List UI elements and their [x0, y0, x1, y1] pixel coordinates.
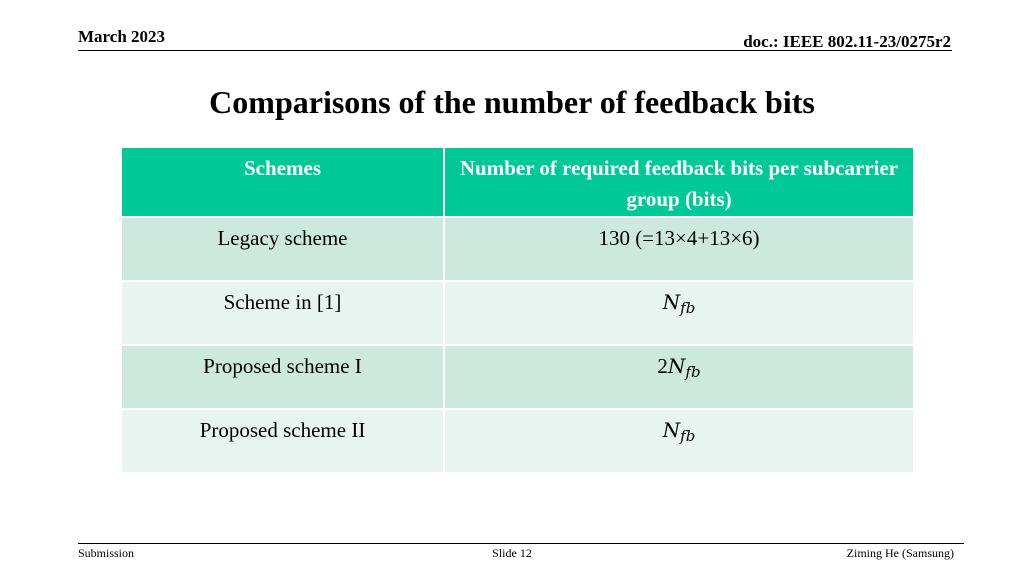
scheme-cell: Legacy scheme [121, 217, 444, 281]
bits-cell [444, 281, 914, 345]
bits-cell [444, 345, 914, 409]
table-header-row [121, 147, 914, 217]
footer-submission: Submission [78, 546, 135, 560]
header-feedback-bits: Number of required feedback bits per subcarrier group (bits) [444, 147, 914, 217]
bits-formula: $N_{fb}$ [662, 418, 696, 445]
footer-slide-number: Slide 12 [492, 546, 532, 560]
header-date: March 2023 [78, 27, 166, 46]
slide-title: Comparisons of the number of feedback bits [209, 84, 815, 120]
footer-divider [78, 543, 964, 544]
table-row [121, 217, 914, 281]
header-doc-id: doc.: IEEE 802.11-23/0275r2 [743, 32, 951, 51]
header-divider [78, 50, 952, 51]
footer-author: Ziming He (Samsung) [846, 546, 954, 560]
bits-cell: 130 (=13×4+13×6) [444, 217, 914, 281]
scheme-cell: Proposed scheme II [121, 409, 444, 473]
header-schemes: Schemes [121, 147, 444, 217]
comparison-table [120, 146, 915, 474]
scheme-cell: Proposed scheme I [121, 345, 444, 409]
table-row [121, 409, 914, 473]
bits-formula: $N_{fb}$ [662, 290, 696, 317]
bits-formula: $2N_{fb}$ [657, 354, 701, 381]
table-row [121, 281, 914, 345]
scheme-cell: Scheme in [1] [121, 281, 444, 345]
table-row [121, 345, 914, 409]
bits-cell [444, 409, 914, 473]
